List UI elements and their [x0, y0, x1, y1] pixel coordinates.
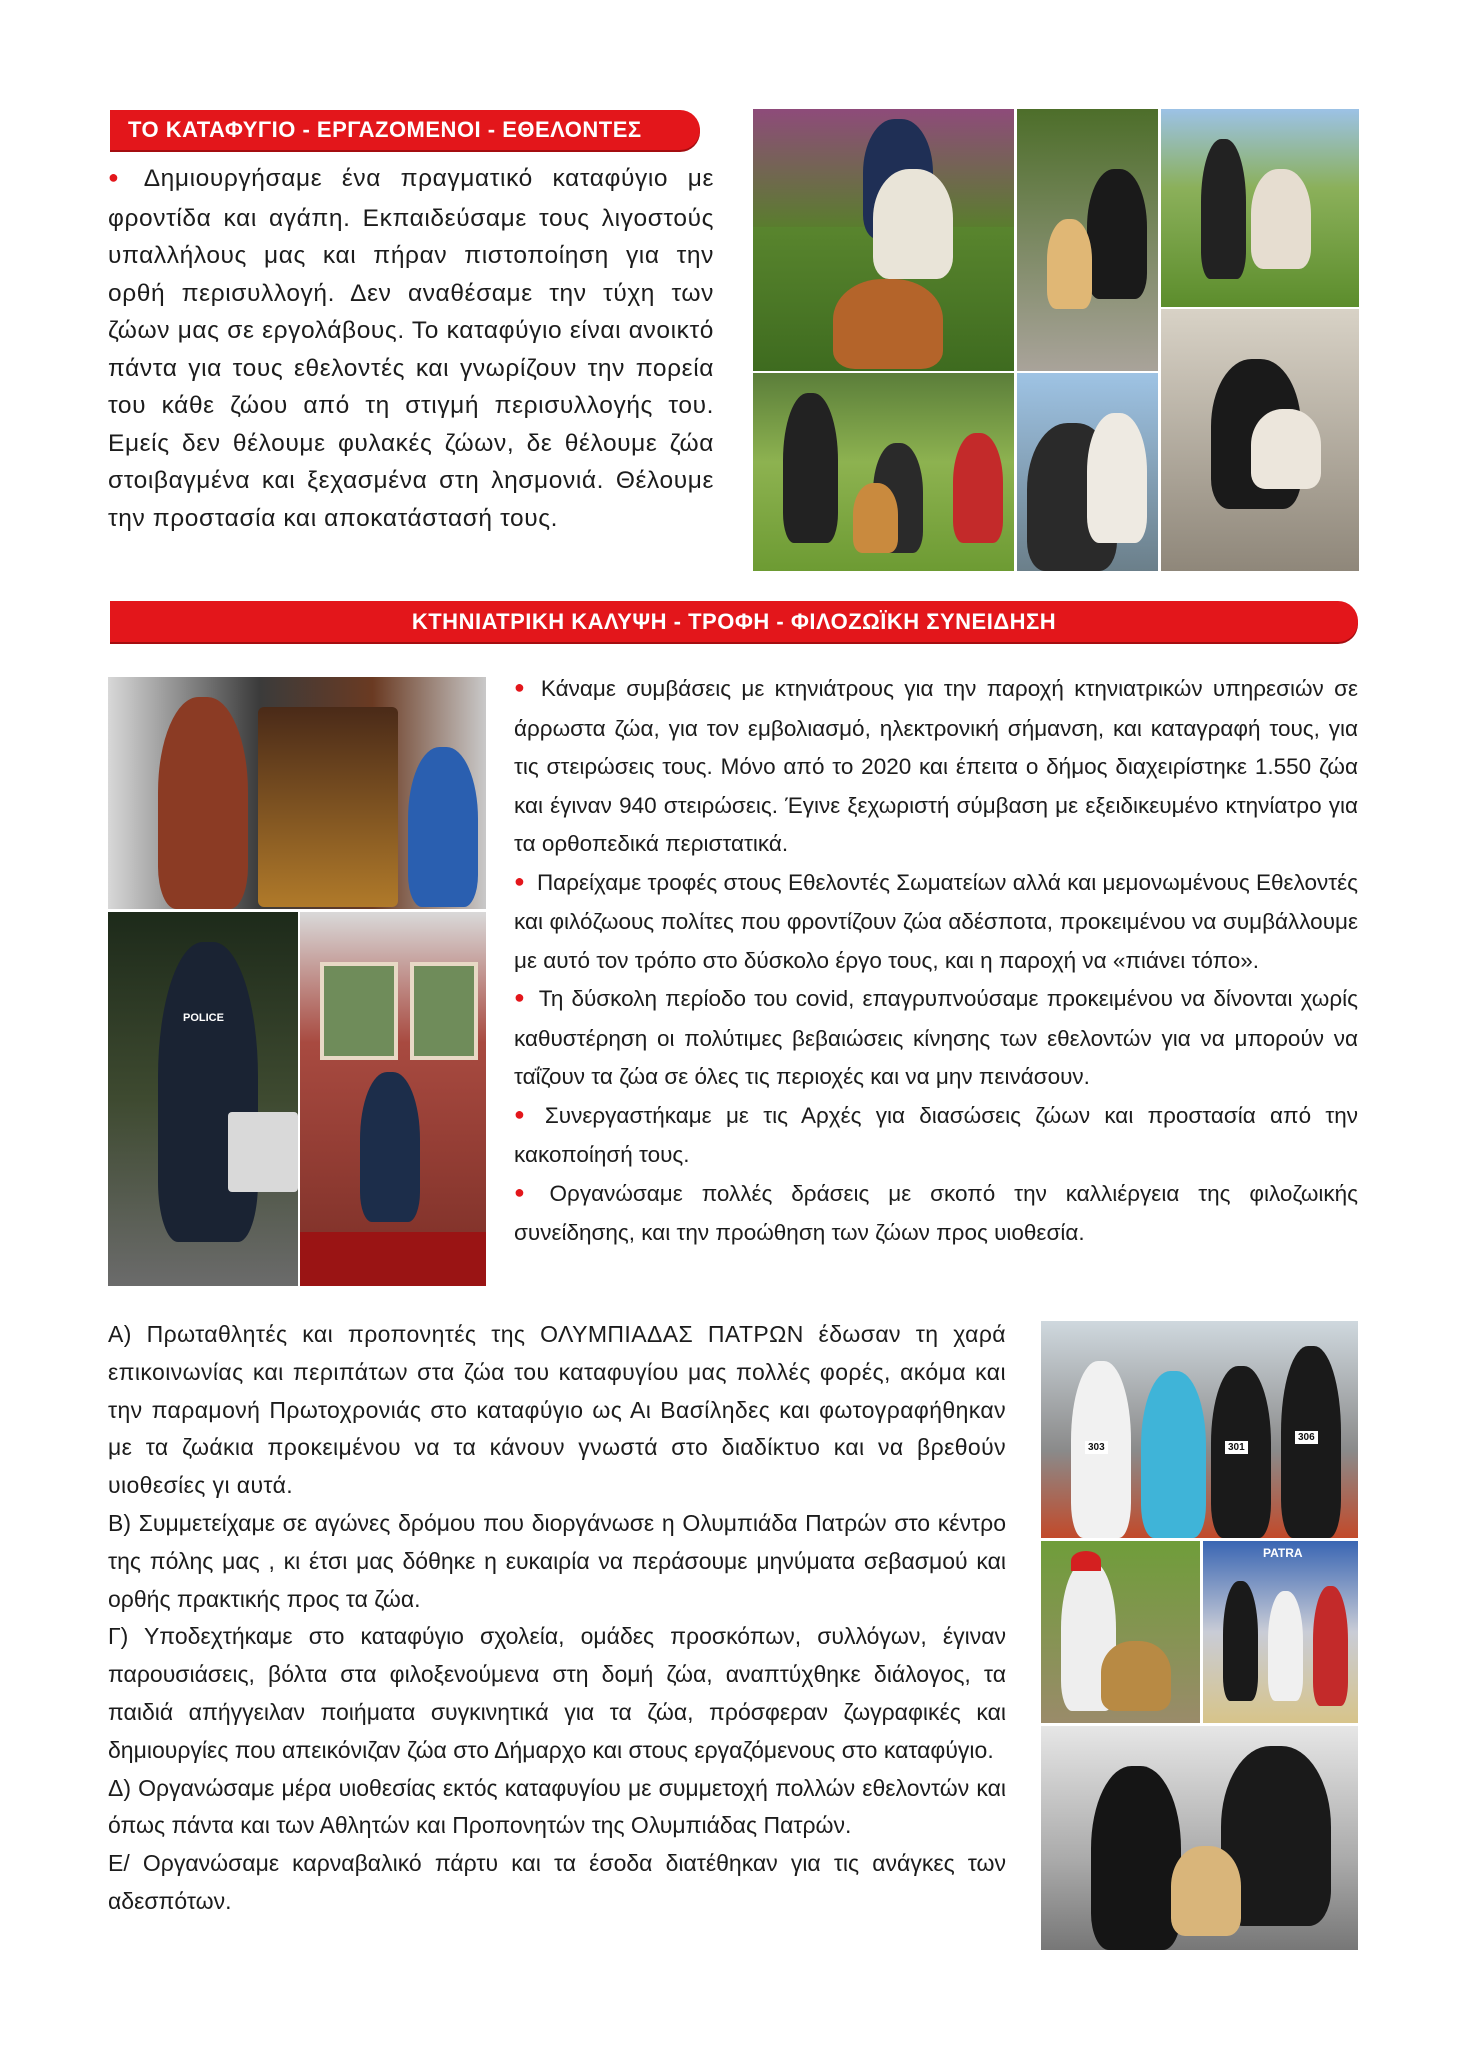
activity-c: Γ) Υποδεχτήκαμε στο καταφύγιο σχολεία, ομάδες προσκόπων, συλλόγων, έγιναν παρουσιάσεις, βόλτα στα φιλοξενούμενα στη δομή ζώα, αναπτύχθηκε διάλογος, τα παιδιά απήγγειλαν ποιήματα συγκινητικά για τα ζώα, πρόσφεραν ζωγραφικές και δημιουργίες που απεικόνιζαν ζώα στο Δήμαρχο και στους εργαζόμενους στο καταφύγιο. [108, 1623, 1006, 1763]
activity-b: Β) Συμμετείχαμε σε αγώνες δρόμου που διοργάνωσε η Ολυμπιάδα Πατρών στο κέντρο της πόλης μας , κι έτσι μας δόθηκε η ευκαιρία να περάσουμε μηνύματα σεβασμού και ορθής πρακτικής προς τα ζώα. [108, 1509, 1006, 1612]
vet-bullet-5: ● Οργανώσαμε πολλές δράσεις με σκοπό την καλλιέργεια της φιλοζωικής συνείδησης, και την προώθηση των ζώων προς υιοθεσία. [514, 1175, 1358, 1253]
photo-man-with-dog-field [753, 109, 1014, 371]
bib-3: 306 [1295, 1431, 1318, 1444]
photo-fire-rescue [300, 912, 486, 1286]
photo-police-officer [108, 912, 298, 1286]
photo-man-dog-jumping [1161, 109, 1359, 307]
photo-runners [1041, 1321, 1358, 1538]
section-heading-veterinary [110, 601, 1358, 642]
activities-text [108, 1316, 1006, 1921]
activity-a: Α) Πρωταθλητές και προπονητές της ΟΛΥΜΠΙΑΔΑΣ ΠΑΤΡΩΝ έδωσαν τη χαρά επικοινωνίας και περιπάτων στα ζώα του καταφυγίου μας πολλές φορές, ακόμα και την παραμονή Πρωτοχρονιάς στο καταφύγιο ως Αι Βασίληδες και φωτογραφήθηκαν με τα ζωάκια προκειμένου να τα κάνουν γνωστά στο διαδίκτυο και να βρεθούν υιοθεσίες γι αυτά. [108, 1321, 1006, 1499]
race-banner-label: PATRA [1263, 1546, 1303, 1560]
shelter-paragraph [108, 160, 714, 537]
bib-2: 301 [1225, 1441, 1248, 1454]
photo-man-dog-kiss [1017, 373, 1158, 571]
police-label: POLICE [183, 1012, 224, 1024]
activity-e: Ε/ Οργανώσαμε καρναβαλικό πάρτυ και τα έσοδα διατέθηκαν για τις ανάγκες των αδεσπότων. [108, 1850, 1006, 1914]
photo-food-delivery [108, 677, 486, 909]
bib-1: 303 [1085, 1441, 1108, 1454]
photo-race-podium [1203, 1541, 1358, 1723]
shelter-text: ● Δημιουργήσαμε ένα πραγματικό καταφύγιο με φροντίδα και αγάπη. Εκπαιδεύσαμε τους λιγοστούς υπαλλήλους μας και πήραν πιστοποίηση για την ορθή περισυλλογή. Δεν αναθέσαμε την τύχη των ζώων μας σε εργολάβους. Το καταφύγιο είναι ανοικτό πάντα για τους εθελοντές και γνωρίζουν την πορεία του κάθε ζώου από τη στιγμή περισυλλογής του. Εμείς δεν θέλουμε φυλακές ζώων, δε θέλουμε ζώα στοιβαγμένα και ξεχασμένα στη λησμονιά. Θέλουμε την προστασία και αποκατάστασή τους. [108, 160, 714, 537]
photo-adoption-day [1041, 1726, 1358, 1950]
heading-text: ΤΟ ΚΑΤΑΦΥΓΙΟ - ΕΡΓΑΖΟΜΕΝΟΙ - ΕΘΕΛΟΝΤΕΣ [128, 117, 642, 142]
vet-bullet-1: ● Κάναμε συμβάσεις με κτηνιάτρους για την παροχή κτηνιατρικών υπηρεσιών σε άρρωστα ζώα, για τον εμβολιασμό, ηλεκτρονική σήμανση, και καταγραφή τους, για τις στειρώσεις τους. Μόνο από το 2020 και έπειτα ο δήμος διαχειρίστηκε 1.550 ζώα και έγιναν 940 στειρώσεις. Έγινε ξεχωριστή σύμβαση με εξειδικευμένο κτηνίατρο για τα ορθοπεδικά περιστατικά. [514, 670, 1358, 864]
photo-dog-man-sitting [1017, 109, 1158, 371]
photo-group-field [753, 373, 1014, 571]
heading-text: ΚΤΗΝΙΑΤΡΙΚΗ ΚΑΛΥΨΗ - ΤΡΟΦΗ - ΦΙΛΟΖΩΪΚΗ ΣΥΝΕΙΔΗΣΗ [411, 608, 1057, 634]
photo-santa-dog [1041, 1541, 1200, 1723]
vet-bullet-4: ● Συνεργαστήκαμε με τις Αρχές για διασώσεις ζώων και προστασία από την κακοποίησή τους. [514, 1097, 1358, 1175]
vet-bullet-3: ● Τη δύσκολη περίοδο του covid, επαγρυπνούσαμε προκειμένου να δίνονται χωρίς καθυστέρηση οι πολύτιμες βεβαιώσεις κίνησης των εθελοντών για να μπορούν να ταΐζουν τα ζώα σε όλες τις περιοχές και να μην πεινάσουν. [514, 980, 1358, 1097]
section-heading-shelter [110, 110, 700, 150]
activity-d: Δ) Οργανώσαμε μέρα υιοθεσίας εκτός καταφυγίου με συμμετοχή πολλών εθελοντών και όπως πάντα και των Αθλητών και Προπονητών της Ολυμπιάδας Πατρών. [108, 1774, 1006, 1839]
vet-bullet-2: ● Παρείχαμε τροφές στους Εθελοντές Σωματείων αλλά και μεμονωμένους Εθελοντές και φιλόζωους πολίτες που φροντίζουν ζώα αδέσποτα, προκειμένου να συμβάλλουμε με αυτό τον τρόπο στο δύσκολο έργο τους, και η παροχή να «πιάνει τόπο». [514, 864, 1358, 981]
photo-man-dog-ground [1161, 309, 1359, 571]
veterinary-bullets [514, 670, 1358, 1253]
